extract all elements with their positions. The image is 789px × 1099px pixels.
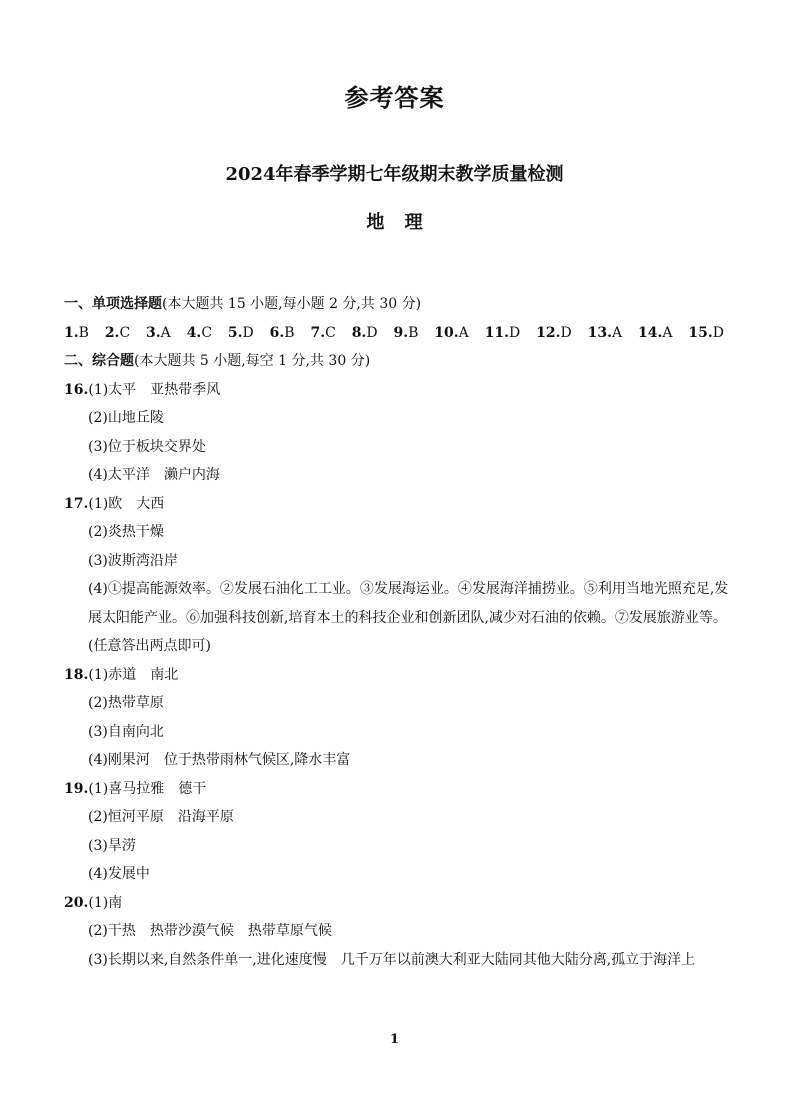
mc-answer: 6.B: [269, 324, 295, 341]
q19-line3: (3)旱涝: [88, 837, 136, 854]
q19-line1: 19.(1)喜马拉雅 德干: [64, 780, 207, 797]
mc-answer: 4.C: [186, 324, 213, 341]
q17-line4: (4)①提高能源效率。②发展石油化工工业。③发展海运业。④发展海洋捕捞业。⑤利用当地光照充足,发展太阳能产业。⑥加强科技创新,培育本土的科技企业和创新团队,减少对石油的依赖。⑦发展旅游业等。(任意答出两点即可): [88, 581, 729, 654]
mc-answer: 13.A: [587, 324, 623, 341]
mc-answer: 2.C: [104, 324, 131, 341]
mc-answers-row: [64, 319, 724, 348]
mc-answer: 12.D: [536, 324, 572, 341]
q17-line2: (2)炎热干燥: [88, 524, 164, 540]
section2-header: [64, 347, 730, 376]
mc-answer: 5.D: [227, 324, 254, 341]
page-number: 1: [389, 1032, 400, 1047]
q18-line2: (2)热带草原: [88, 695, 164, 711]
mc-answer: 8.D: [351, 324, 378, 341]
q19-line2: (2)恒河平原 沿海平原: [88, 809, 234, 825]
q18-line4: (4)刚果河 位于热带雨林气候区,降水丰富: [88, 752, 351, 768]
mc-answer: 11.D: [484, 324, 521, 341]
mc-answer: 1.B: [64, 324, 89, 341]
answer-content: [64, 290, 730, 974]
mc-answer: 15.D: [688, 324, 724, 341]
q16-line2: (2)山地丘陵: [88, 410, 164, 426]
mc-answer: 10.A: [434, 324, 469, 341]
q16-line3: (3)位于板块交界处: [88, 438, 206, 455]
mc-answer: 7.C: [310, 324, 336, 341]
section1-note: (本大题共 15 小题,每小题 2 分,共 30 分): [162, 296, 422, 312]
q16-line1: 16.(1)太平 亚热带季风: [64, 381, 221, 398]
q17-line3: (3)波斯湾沿岸: [88, 552, 178, 569]
exam-subtitle: 2024年春季学期七年级期末教学质量检测: [225, 164, 564, 185]
q18-line1: 18.(1)赤道 南北: [64, 666, 179, 683]
section2-heading: 二、综合题: [64, 353, 134, 369]
q18-line3: (3)自南向北: [88, 723, 164, 740]
section2-note: (本大题共 5 小题,每空 1 分,共 30 分): [134, 353, 371, 369]
q20-line1: 20.(1)南: [64, 894, 123, 911]
q20-line2: (2)干热 热带沙漠气候 热带草原气候: [88, 923, 332, 939]
section1-heading: 一、单项选择题: [64, 296, 162, 312]
q20-line3: (3)长期以来,自然条件单一,进化速度慢 几千万年以前澳大利亚大陆同其他大陆分离,孤立于海洋上: [88, 951, 696, 968]
q16-line4: (4)太平洋 濑户内海: [88, 467, 220, 483]
section1-header: [64, 290, 730, 319]
page-title: 参考答案: [344, 83, 445, 112]
mc-answer: 14.A: [638, 324, 673, 341]
mc-answer: 9.B: [393, 324, 419, 341]
mc-answer: 3.A: [146, 324, 171, 341]
q17-line1: 17.(1)欧 大西: [64, 495, 165, 512]
q19-line4: (4)发展中: [88, 866, 150, 882]
subject-title: 地 理: [366, 212, 423, 233]
